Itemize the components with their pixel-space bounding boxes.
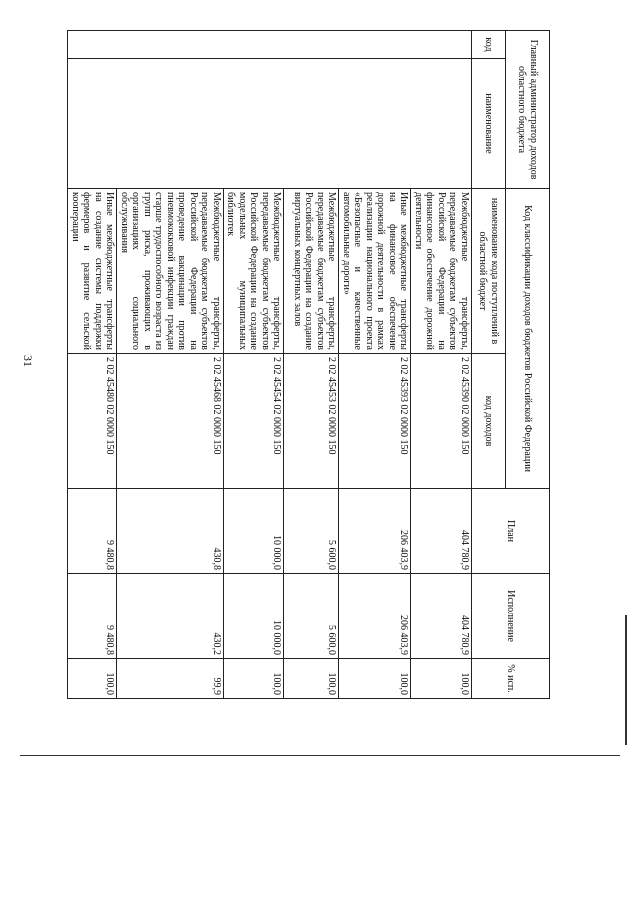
admin-group-header: Главный администратор доходов областного бюджета	[506, 31, 550, 189]
income-code-cell: 2 02 45393 02 0000 150	[339, 354, 411, 489]
income-code-cell: 2 02 45453 02 0000 150	[284, 354, 339, 489]
income-name-cell: Межбюджетные трансферты, передаваемые бюджетам субъектов Российской Федерации на финансовое обеспечение дорожной деятельности	[411, 189, 472, 354]
income-code-cell: 2 02 45454 02 0000 150	[224, 354, 285, 489]
classification-header: Код классификации доходов бюджетов Российской Федерации	[506, 189, 550, 489]
execution-cell: 206 403,9	[339, 574, 411, 659]
percent-cell: 100,0	[339, 659, 411, 699]
execution-header: Исполнение	[472, 574, 550, 659]
income-name-header: наименование кода поступлений в областной бюджет	[472, 189, 506, 354]
admin-code-header: код	[472, 31, 506, 59]
percent-cell: 100,0	[224, 659, 285, 699]
income-name-cell: Иные межбюджетные трансферты на создание системы поддержки фермеров и развитие сельской кооперации	[68, 189, 117, 354]
table-row	[411, 31, 472, 699]
execution-cell: 430,2	[117, 574, 224, 659]
income-code-cell: 2 02 45390 02 0000 150	[411, 354, 472, 489]
admin-code-cell	[68, 31, 472, 59]
income-name-cell: Межбюджетные трансферты, передаваемые бюджетам субъектов Российской Федерации на создание виртуальных концертных залов	[284, 189, 339, 354]
page-number: 31	[21, 355, 35, 367]
income-code-cell: 2 02 45480 02 0000 150	[68, 354, 117, 489]
plan-cell: 9 480,8	[68, 489, 117, 574]
plan-cell: 206 403,9	[339, 489, 411, 574]
admin-name-cell	[68, 59, 472, 189]
income-name-cell: Межбюджетные трансферты, передаваемые бюджетам субъектов Российской Федерации на создание модельных муниципальных библиотек	[224, 189, 285, 354]
plan-cell: 5 600,0	[284, 489, 339, 574]
execution-cell: 10 000,0	[224, 574, 285, 659]
scan-edge-line	[20, 755, 620, 756]
execution-cell: 9 480,8	[68, 574, 117, 659]
percent-header: % исп.	[472, 659, 550, 699]
execution-cell: 404 780,9	[411, 574, 472, 659]
income-table	[68, 30, 551, 699]
scan-edge-mark	[625, 615, 627, 745]
plan-cell: 404 780,9	[411, 489, 472, 574]
percent-cell: 100,0	[284, 659, 339, 699]
percent-cell: 100,0	[411, 659, 472, 699]
plan-header: План	[472, 489, 550, 574]
plan-cell: 430,8	[117, 489, 224, 574]
percent-cell: 100,0	[68, 659, 117, 699]
execution-cell: 5 600,0	[284, 574, 339, 659]
income-code-cell: 2 02 45468 02 0000 150	[117, 354, 224, 489]
admin-name-header: наименование	[472, 59, 506, 189]
rotated-page	[70, 30, 550, 698]
income-code-header: код доходов	[472, 354, 506, 489]
income-name-cell: Межбюджетные трансферты, передаваемые бюджетам субъектов Российской Федерации на проведение вакцинации против пневмококковой инфекции граждан старше трудоспособного возраста из групп риска, проживающих в организациях социального обслуживания	[117, 189, 224, 354]
income-name-cell: Иные межбюджетные трансферты на финансовое обеспечение дорожной деятельности в рамках реализации национального проекта «Безопасные и качественные автомобильные дороги»	[339, 189, 411, 354]
percent-cell: 99,9	[117, 659, 224, 699]
plan-cell: 10 000,0	[224, 489, 285, 574]
